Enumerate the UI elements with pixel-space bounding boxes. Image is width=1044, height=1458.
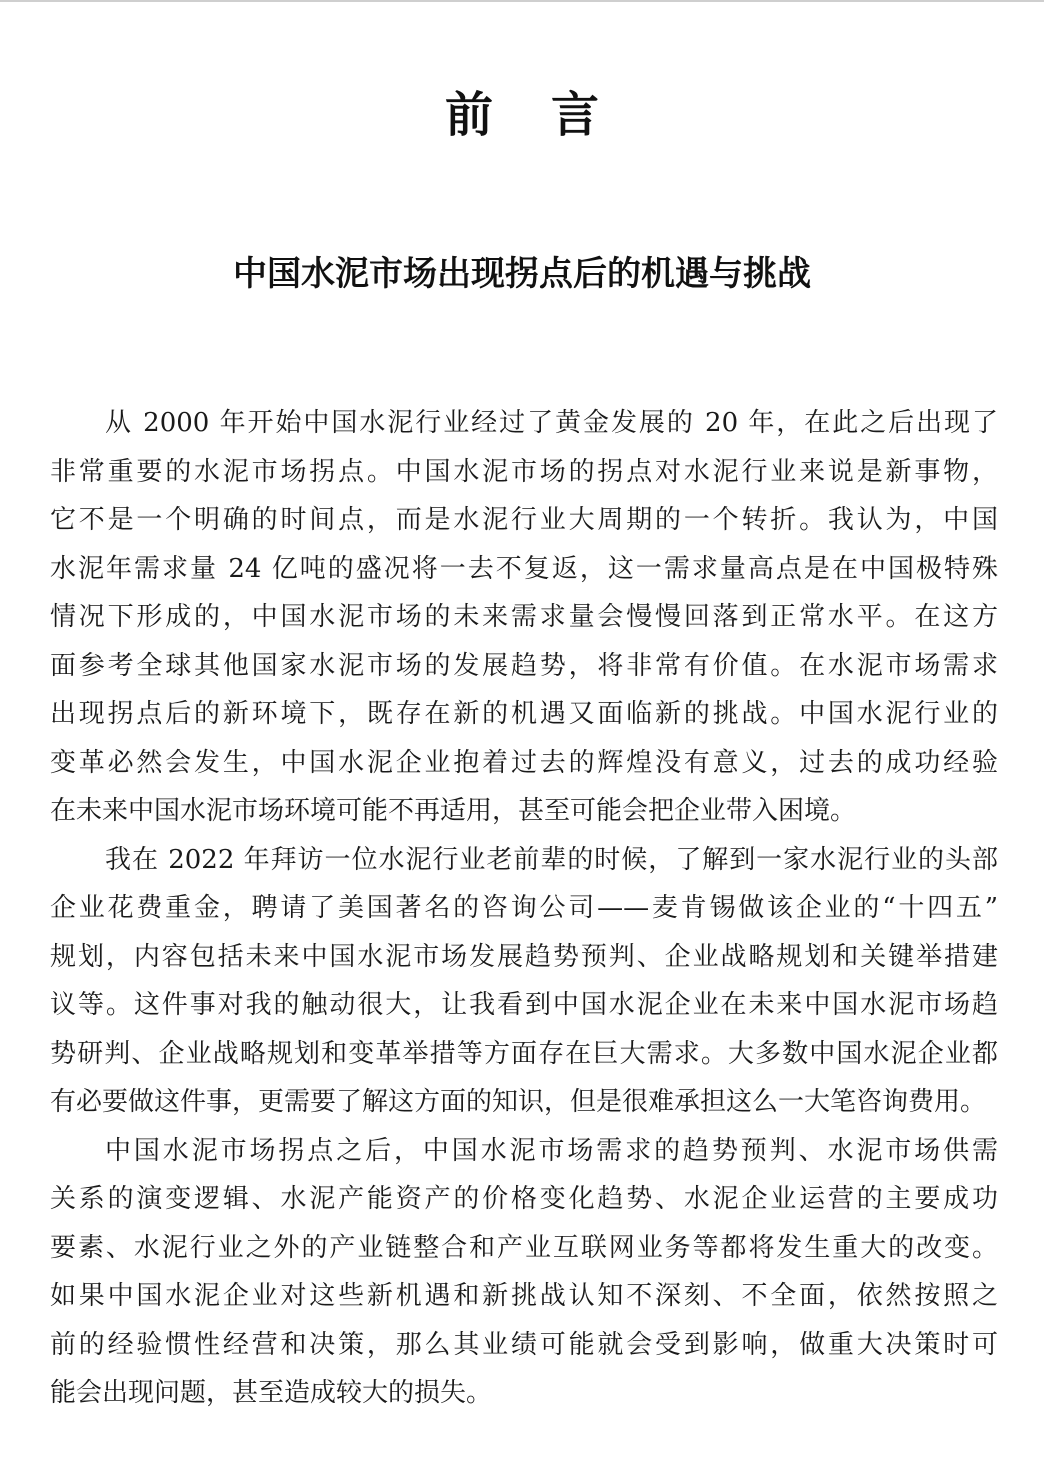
paragraph-3-line-1: 中国水泥市场拐点之后，中国水泥市场需求的趋势预判、水泥市场供需 (105, 1135, 998, 1166)
paragraph-3-line-5: 前的经验惯性经营和决策，那么其业绩可能就会受到影响，做重大决策时可 (50, 1329, 998, 1360)
paragraph-2-line-6: 有必要做这件事，更需要了解这方面的知识，但是很难承担这么一大笔咨询费用。 (50, 1087, 987, 1117)
paragraph-1-line-6: 面参考全球其他国家水泥市场的发展趋势，将非常有价值。在水泥市场需求 (50, 650, 998, 681)
paragraph-1-line-1: 从 2000 年开始中国水泥行业经过了黄金发展的 20 年，在此之后出现了 (105, 408, 998, 438)
paragraph-3-line-3: 要素、水泥行业之外的产业链整合和产业互联网业务等都将发生重大的改变。 (50, 1232, 998, 1263)
paragraph-2-line-1: 我在 2022 年拜访一位水泥行业老前辈的时候，了解到一家水泥行业的头部 (105, 844, 998, 875)
paragraph-3-line-2: 关系的演变逻辑、水泥产能资产的价格变化趋势、水泥企业运营的主要成功 (50, 1184, 998, 1214)
body-text (50, 399, 998, 1418)
paragraph-1-line-9: 在未来中国水泥市场环境可能不再适用，甚至可能会把企业带入困境。 (50, 796, 857, 826)
paragraph-2-line-4: 议等。这件事对我的触动很大，让我看到中国水泥企业在未来中国水泥市场趋 (50, 990, 998, 1020)
paragraph-1-line-4: 水泥年需求量 24 亿吨的盛况将一去不复返，这一需求量高点是在中国极特殊 (50, 553, 998, 584)
paragraph-2-line-3: 规划，内容包括未来中国水泥市场发展趋势预判、企业战略规划和关键举措建 (50, 941, 998, 972)
paragraph-2-line-5: 势研判、企业战略规划和变革举措等方面存在巨大需求。大多数中国水泥企业都 (50, 1038, 998, 1069)
paragraph-3-line-4: 如果中国水泥企业对这些新机遇和新挑战认知不深刻、不全面，依然按照之 (50, 1281, 998, 1311)
paragraph-1-line-8: 变革必然会发生，中国水泥企业抱着过去的辉煌没有意义，过去的成功经验 (50, 747, 998, 778)
paragraph-1-line-5: 情况下形成的，中国水泥市场的未来需求量会慢慢回落到正常水平。在这方 (50, 602, 998, 632)
paragraph-1-line-3: 它不是一个明确的时间点，而是水泥行业大周期的一个转折。我认为，中国 (50, 505, 998, 535)
section-subtitle: 中国水泥市场出现拐点后的机遇与挑战 (233, 254, 811, 294)
paragraph-1-line-2: 非常重要的水泥市场拐点。中国水泥市场的拐点对水泥行业来说是新事物， (50, 456, 998, 487)
page-top-border (0, 0, 1044, 2)
paragraph-1-line-7: 出现拐点后的新环境下，既存在新的机遇又面临新的挑战。中国水泥行业的 (50, 699, 998, 729)
paragraph-2-line-2: 企业花费重金，聘请了美国著名的咨询公司——麦肯锡做该企业的“十四五” (50, 893, 998, 923)
paragraph-3-line-6: 能会出现问题，甚至造成较大的损失。 (50, 1378, 493, 1408)
page-title: 前言 (444, 87, 657, 143)
